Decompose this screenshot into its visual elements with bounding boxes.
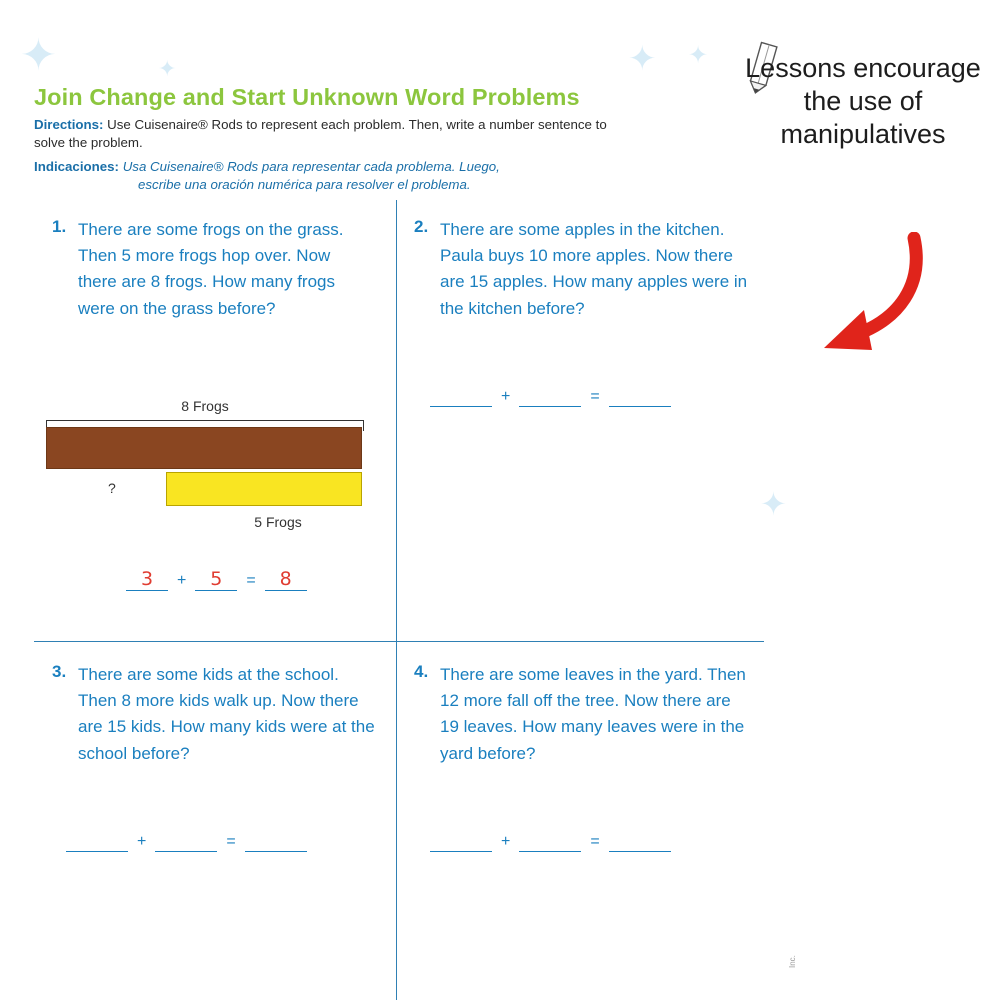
indications-line-1: Usa Cuisenaire® Rods para representar cada problema. Luego,: [122, 159, 500, 174]
problem-2-number: 2.: [414, 217, 429, 236]
diagram-unknown-label: ?: [108, 480, 116, 496]
problem-3-addend1[interactable]: [66, 833, 128, 852]
problem-2-addend2[interactable]: [519, 388, 581, 407]
plus-sign: +: [501, 388, 511, 405]
problem-3-text: There are some kids at the school. Then 8 more kids walk up. Now there are 15 kids. How many kids were at the school before?: [78, 665, 375, 763]
problem-4-addend2[interactable]: [519, 833, 581, 852]
directions-label: Directions:: [34, 117, 104, 132]
vertical-divider: [396, 200, 397, 1000]
star-icon: ✦: [628, 40, 657, 78]
diagram-top-label: 8 Frogs: [181, 398, 229, 414]
star-icon: ✦: [760, 486, 787, 522]
problem-2-text: There are some apples in the kitchen. Paula buys 10 more apples. Now there are 15 apples. How many apples were in the kitchen before?: [440, 220, 748, 318]
problem-1-equation[interactable]: [126, 568, 307, 591]
annotation-text: Lessons encourage the use of manipulatives: [745, 53, 981, 149]
problem-3-addend2[interactable]: [155, 833, 217, 852]
problem-1-addend2[interactable]: 5: [195, 568, 237, 591]
equals-sign: =: [590, 833, 600, 850]
problem-1-sum[interactable]: 8: [265, 568, 307, 591]
problem-4-equation[interactable]: [430, 833, 671, 852]
star-icon: ✦: [20, 31, 57, 80]
problem-2-sum[interactable]: [609, 388, 671, 407]
plus-sign: +: [501, 833, 511, 850]
brown-rod: [46, 427, 362, 469]
yellow-rod: [166, 472, 362, 506]
problem-1-number: 1.: [52, 217, 67, 236]
problem-2-equation[interactable]: [430, 388, 671, 407]
problem-2-addend1[interactable]: [430, 388, 492, 407]
directions: [34, 116, 624, 152]
problem-1-addend1[interactable]: 3: [126, 568, 168, 591]
problem-3-equation[interactable]: [66, 833, 307, 852]
problem-4-text: There are some leaves in the yard. Then 12 more fall off the tree. Now there are 19 leaves. How many leaves were in the yard before?: [440, 665, 746, 763]
equals-sign: =: [246, 572, 256, 589]
page-title: Join Change and Start Unknown Word Problems: [34, 84, 580, 110]
problem-3-number: 3.: [52, 662, 67, 681]
indications-line-2: escribe una oración numérica para resolver el problema.: [138, 176, 471, 192]
problem-4-addend1[interactable]: [430, 833, 492, 852]
indications: [34, 158, 634, 194]
plus-sign: +: [177, 572, 187, 589]
horizontal-divider: [34, 641, 764, 642]
indications-label: Indicaciones:: [34, 159, 119, 174]
problem-1-text: There are some frogs on the grass. Then 5 more frogs hop over. Now there are 8 frogs. How many frogs were on the grass before?: [78, 220, 344, 318]
footer-mark: Inc.: [788, 955, 797, 968]
cuisenaire-rod-diagram: [46, 398, 366, 543]
problem-3-sum[interactable]: [245, 833, 307, 852]
star-icon: ✦: [158, 56, 177, 81]
arrow-icon: [800, 232, 930, 362]
problem-4-number: 4.: [414, 662, 429, 681]
problem-4-sum[interactable]: [609, 833, 671, 852]
diagram-bottom-label: 5 Frogs: [254, 514, 302, 530]
directions-text: Use Cuisenaire® Rods to represent each problem. Then, write a number sentence to solve the problem.: [34, 117, 607, 150]
star-icon: ✦: [688, 42, 709, 69]
equals-sign: =: [590, 388, 600, 405]
equals-sign: =: [226, 833, 236, 850]
plus-sign: +: [137, 833, 147, 850]
